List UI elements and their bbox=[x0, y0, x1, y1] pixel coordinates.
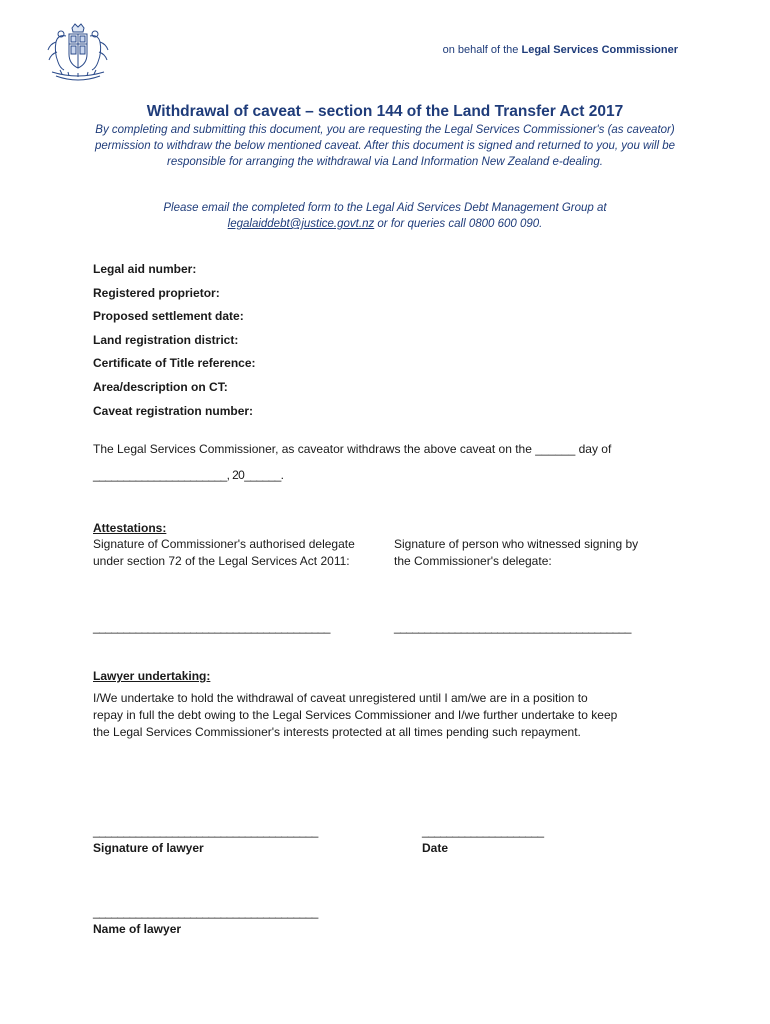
lawyer-signature-line: _____________________________________ bbox=[93, 824, 318, 838]
on-behalf-of-header bbox=[443, 44, 678, 56]
intro-paragraph: By completing and submitting this document, you are requesting the Legal Services Commissioner's (as caveator) permission to withdraw the below mentioned caveat. After this document is signed and returned to you, you will be responsible for arranging the withdrawal via Land Information New Zealand e-dealing. bbox=[95, 124, 675, 168]
commissioner-delegate-label-2: under section 72 of the Legal Services Act 2011: bbox=[93, 554, 350, 568]
undertaking-text-2: repay in full the debt owing to the Legal Services Commissioner and I/we further undertake to keep bbox=[93, 708, 618, 722]
behalf-org: Legal Services Commissioner bbox=[521, 44, 678, 56]
witness-label-2: the Commissioner's delegate: bbox=[394, 554, 552, 568]
field-registered-proprietor: Registered proprietor: bbox=[93, 286, 220, 300]
email-instructions-tail: or for queries call 0800 600 090. bbox=[374, 218, 543, 230]
commissioner-delegate-label-1: Signature of Commissioner's authorised delegate bbox=[93, 537, 355, 551]
undertaking-text-3: the Legal Services Commissioner's interests protected at all times pending such repayment. bbox=[93, 725, 581, 739]
date-label: Date bbox=[422, 841, 449, 855]
field-land-registration-district: Land registration district: bbox=[93, 333, 239, 347]
field-certificate-of-title: Certificate of Title reference: bbox=[93, 356, 256, 370]
email-link[interactable]: legalaiddebt@justice.govt.nz bbox=[227, 218, 375, 230]
field-legal-aid-number: Legal aid number: bbox=[93, 262, 197, 276]
document-title: Withdrawal of caveat – section 144 of the Land Transfer Act 2017 bbox=[146, 103, 624, 120]
attestations-heading: Attestations: bbox=[93, 521, 167, 535]
field-area-description: Area/description on CT: bbox=[93, 380, 228, 394]
lawyer-undertaking-heading: Lawyer undertaking: bbox=[93, 669, 211, 683]
withdrawal-date-line: ______________________, 20______. bbox=[93, 468, 284, 482]
lawyer-name-label: Name of lawyer bbox=[93, 922, 182, 936]
lawyer-signature-label: Signature of lawyer bbox=[93, 841, 204, 855]
witness-label-1: Signature of person who witnessed signing by bbox=[394, 537, 639, 551]
field-caveat-registration-number: Caveat registration number: bbox=[93, 404, 254, 418]
undertaking-text-1: I/We undertake to hold the withdrawal of caveat unregistered until I am/we are in a position to bbox=[93, 691, 588, 705]
date-line: ____________________ bbox=[422, 824, 544, 838]
field-proposed-settlement-date: Proposed settlement date: bbox=[93, 309, 244, 323]
witness-signature-line: _______________________________________ bbox=[394, 620, 631, 634]
delegate-signature-line: _______________________________________ bbox=[93, 620, 330, 634]
coat-of-arms-logo bbox=[42, 22, 114, 84]
lawyer-name-line: _____________________________________ bbox=[93, 905, 318, 919]
email-instructions bbox=[92, 200, 678, 232]
withdrawal-statement: The Legal Services Commissioner, as caveator withdraws the above caveat on the ______ day of bbox=[93, 442, 612, 456]
behalf-prefix: on behalf of the bbox=[442, 44, 519, 56]
email-instructions-text: Please email the completed form to the Legal Aid Services Debt Management Group at bbox=[163, 202, 607, 214]
